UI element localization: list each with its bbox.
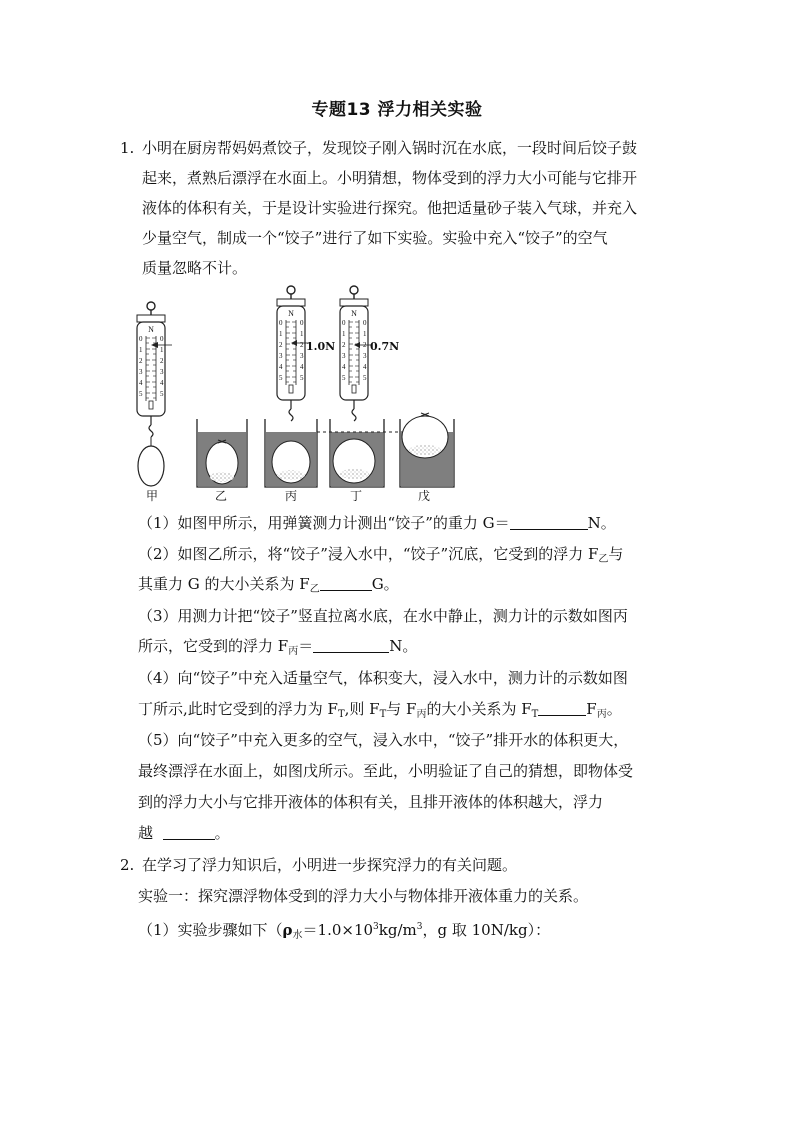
answer-blank-gravity[interactable] — [510, 514, 588, 530]
label-ding: 丁 — [350, 489, 363, 503]
q2-step-text: （1）实验步骤如下（ — [138, 921, 283, 939]
q2-text-line-2: 实验一：探究漂浮物体受到的浮力大小与物体排开液体重力的关系。 — [138, 887, 589, 905]
q2-text-line-1: 在学习了浮力知识后，小明进一步探究浮力的有关问题。 — [142, 856, 518, 874]
q1-sub-5-line-3: 到的浮力大小与它排开液体的体积有关，且排开液体的体积越大，浮力 — [138, 793, 604, 811]
q1-text-line-4: 少量空气，制成一个“饺子”进行了如下实验。实验中充入“饺子”的空气 — [142, 229, 608, 247]
question-1-number: 1. — [120, 139, 135, 157]
q1-sub-5-line-2: 最终漂浮在水面上，如图戊所示。至此，小明验证了自己的猜想，即物体受 — [138, 762, 634, 780]
beaker-ding — [330, 419, 384, 487]
subscript: T — [531, 709, 539, 720]
superscript: 3 — [373, 922, 379, 932]
reading-ding: 0.7N — [370, 340, 400, 353]
subscript: 乙 — [598, 554, 609, 565]
q1-sub-3-line-1: （3）用测力计把“饺子”竖直拉离水底，在水中静止，测力计的示数如图丙 — [138, 607, 628, 625]
subscript: T — [379, 709, 387, 720]
subscript: T — [337, 709, 345, 720]
subscript: 乙 — [309, 584, 320, 595]
answer-blank-buoyancy-bing[interactable] — [313, 637, 389, 653]
rho-symbol: ρ — [282, 921, 293, 939]
q1-sub-2-tail-2: G。 — [371, 575, 399, 593]
subscript: 水 — [292, 930, 303, 941]
experiment-figure: N 0 1 2 3 4 5 — [120, 285, 460, 510]
subscript: 丙 — [596, 709, 607, 720]
q1-text-line-1: 小明在厨房帮妈妈煮饺子，发现饺子刚入锅时沉在水底，一段时间后饺子鼓 — [142, 139, 638, 157]
label-bing: 丙 — [285, 489, 298, 503]
answer-blank-compare-ding[interactable] — [538, 700, 586, 716]
q1-sub-2-line-2 — [138, 574, 399, 600]
page-title: 专题13 浮力相关实验 — [311, 100, 483, 120]
q1-sub-4-line-1: （4）向“饺子”中充入适量空气，体积变大，浸入水中，测力计的示数如图 — [138, 669, 628, 687]
q2-text-line-3 — [138, 917, 550, 946]
q1-sub-3-text: 所示，它受到的浮力 F — [138, 637, 289, 655]
q1-sub-2-text: （2）如图乙所示，将“饺子”浸入水中，“饺子”沉底，它受到的浮力 F — [138, 545, 599, 563]
q1-text-line-3: 液体的体积有关，于是设计实验进行探究。他把适量砂子装入气球，并充入 — [142, 199, 638, 217]
q1-sub-4-text-2: ,则 F — [344, 700, 380, 718]
label-wu: 戊 — [418, 489, 431, 503]
beaker-bing — [265, 419, 317, 487]
equals-sign: ＝ — [298, 637, 314, 655]
spring-scale-jia — [137, 302, 172, 437]
period: 。 — [606, 700, 622, 718]
subscript: 丙 — [416, 709, 427, 720]
superscript: 3 — [416, 922, 423, 932]
q1-sub-4-text: 丁所示,此时它受到的浮力为 F — [138, 700, 338, 718]
q1-text-line-5: 质量忽略不计。 — [142, 259, 248, 277]
q1-sub-4-line-2 — [138, 699, 622, 725]
question-2-number: 2. — [120, 856, 135, 874]
label-yi: 乙 — [215, 489, 228, 503]
q1-sub-3-unit: N。 — [389, 637, 418, 655]
q1-sub-1-text: （1）如图甲所示，用弹簧测力计测出“饺子”的重力 G＝ — [138, 514, 510, 532]
q1-sub-5-text: 越 — [138, 824, 154, 842]
label-jia: 甲 — [146, 489, 159, 503]
answer-blank-conclusion[interactable] — [163, 824, 215, 840]
q1-sub-5-line-4 — [138, 823, 230, 843]
q1-sub-1 — [138, 513, 616, 533]
spring-scale-ding — [340, 286, 372, 421]
q1-sub-4-text-4: 的大小关系为 F — [426, 700, 532, 718]
q1-sub-2-line-1 — [138, 544, 623, 570]
subscript: 丙 — [288, 646, 299, 657]
q1-sub-1-unit: N。 — [587, 514, 616, 532]
q1-sub-4-text-5: F — [586, 700, 597, 718]
beaker-yi — [197, 419, 247, 487]
density-value: ＝1.0×10 — [302, 921, 374, 939]
beaker-wu — [400, 413, 454, 487]
q2-step-tail: ，g 取 10N/kg）： — [422, 921, 551, 939]
q1-sub-5-line-1: （5）向“饺子”中充入更多的空气，浸入水中，“饺子”排开水的体积更大， — [138, 731, 629, 749]
q1-sub-3-line-2 — [138, 636, 417, 662]
answer-blank-compare-yi[interactable] — [320, 575, 372, 591]
period: 。 — [214, 824, 230, 842]
q1-text-line-2: 起来，煮熟后漂浮在水面上。小明猜想，物体受到的浮力大小可能与它排开 — [142, 169, 638, 187]
q1-sub-2-tail: 与 — [608, 545, 624, 563]
q1-sub-4-text-3: 与 F — [386, 700, 417, 718]
dumpling-jia — [138, 437, 164, 486]
reading-bing: 1.0N — [306, 340, 336, 353]
density-unit: kg/m — [378, 921, 417, 939]
q1-sub-2-text-2: 其重力 G 的大小关系为 F — [138, 575, 310, 593]
